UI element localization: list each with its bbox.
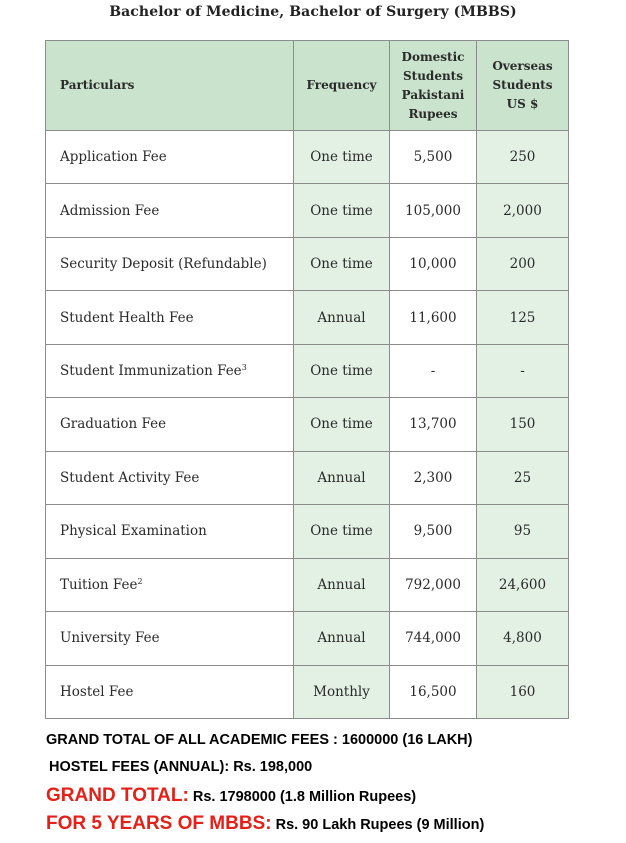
fee-name <box>46 131 294 184</box>
fee-domestic <box>390 558 477 611</box>
fee-domestic <box>390 398 477 451</box>
fee-domestic <box>390 665 477 718</box>
fee-overseas <box>477 131 569 184</box>
fee-name <box>46 344 294 397</box>
fee-frequency-text: One time <box>310 523 373 540</box>
fee-frequency <box>294 237 390 290</box>
fee-frequency <box>294 398 390 451</box>
fee-frequency-text: One time <box>310 149 373 166</box>
table-row <box>46 665 569 718</box>
table-row <box>46 291 569 344</box>
fee-frequency-text: One time <box>310 202 373 219</box>
fee-name-text: Application Fee <box>60 149 167 166</box>
five-year-value: Rs. 90 Lakh Rupees (9 Million) <box>271 817 485 833</box>
fee-domestic <box>390 451 477 504</box>
fee-name-text: Student Activity Fee <box>60 469 200 486</box>
fee-name <box>46 184 294 237</box>
header-line: Overseas <box>492 59 553 73</box>
fee-overseas <box>477 398 569 451</box>
header-line: Students <box>492 78 553 92</box>
fee-overseas <box>477 237 569 290</box>
table-row <box>46 131 569 184</box>
fee-domestic-text: - <box>430 363 436 380</box>
fee-overseas <box>477 291 569 344</box>
fee-domestic-text: 5,500 <box>413 149 453 166</box>
footnote-marker: 2 <box>137 576 143 586</box>
fee-name-text: Student Immunization Fee <box>60 363 242 380</box>
header-frequency: Frequency <box>294 41 390 131</box>
fee-name-text: Graduation Fee <box>60 416 167 433</box>
fee-name-text: Physical Examination <box>60 523 207 540</box>
fee-frequency-text: Monthly <box>313 683 370 700</box>
fee-name-text: Security Deposit (Refundable) <box>60 256 267 273</box>
fee-frequency <box>294 505 390 558</box>
fee-name <box>46 612 294 665</box>
fee-frequency-text: One time <box>310 416 373 433</box>
fee-frequency <box>294 184 390 237</box>
fee-frequency-text: Annual <box>317 630 366 647</box>
fee-overseas <box>477 558 569 611</box>
fee-frequency <box>294 612 390 665</box>
fee-domestic-text: 105,000 <box>405 202 461 219</box>
footnote-marker: 3 <box>241 363 247 373</box>
fee-overseas <box>477 612 569 665</box>
grand-total-label: GRAND TOTAL: <box>46 785 189 806</box>
fee-frequency-text: One time <box>310 363 373 380</box>
fee-domestic <box>390 131 477 184</box>
fee-frequency <box>294 558 390 611</box>
header-domestic <box>390 41 477 131</box>
five-year-total <box>46 813 484 835</box>
fee-name <box>46 558 294 611</box>
table-header-row <box>46 41 569 131</box>
fee-domestic-text: 13,700 <box>409 416 457 433</box>
academic-fees-total: GRAND TOTAL OF ALL ACADEMIC FEES : 1600000 (16 LAKH) <box>46 732 473 748</box>
fee-frequency <box>294 291 390 344</box>
fee-overseas <box>477 344 569 397</box>
fee-name-text: Admission Fee <box>60 202 160 219</box>
fee-name-text: University Fee <box>60 630 160 647</box>
fee-name-text: Student Health Fee <box>60 309 194 326</box>
fee-name <box>46 505 294 558</box>
header-line: Rupees <box>408 106 458 121</box>
fee-overseas <box>477 451 569 504</box>
fee-overseas-text: 2,000 <box>503 202 542 219</box>
grand-total-value: Rs. 1798000 (1.8 Million Rupees) <box>188 789 417 805</box>
fee-overseas-text: 24,600 <box>498 576 547 593</box>
fee-overseas-text: 25 <box>513 469 532 486</box>
table-row <box>46 505 569 558</box>
fee-domestic-text: 9,500 <box>413 523 453 540</box>
fee-overseas-text: - <box>520 363 525 380</box>
fee-overseas <box>477 505 569 558</box>
fee-domestic-text: 10,000 <box>409 256 457 273</box>
five-year-label: FOR 5 YEARS OF MBBS: <box>46 813 272 834</box>
fee-name <box>46 291 294 344</box>
header-line: Pakistani <box>401 87 465 102</box>
fee-overseas-text: 4,800 <box>503 630 542 647</box>
table-row <box>46 184 569 237</box>
page-title: Bachelor of Medicine, Bachelor of Surgery (MBBS) <box>109 4 517 20</box>
fee-domestic <box>390 505 477 558</box>
fee-overseas <box>477 184 569 237</box>
fee-domestic-text: 11,600 <box>409 309 457 326</box>
fee-name <box>46 451 294 504</box>
fee-domestic <box>390 184 477 237</box>
fee-domestic <box>390 344 477 397</box>
fee-overseas-text: 95 <box>513 523 532 540</box>
fee-overseas-text: 160 <box>509 683 536 700</box>
fee-domestic-text: 792,000 <box>405 576 461 593</box>
fee-domestic-text: 2,300 <box>413 469 453 486</box>
fee-overseas-text: 125 <box>509 309 536 326</box>
fee-domestic <box>390 612 477 665</box>
table-row <box>46 558 569 611</box>
fee-name <box>46 665 294 718</box>
table-row <box>46 451 569 504</box>
fee-domestic-text: 16,500 <box>409 683 457 700</box>
fee-domestic <box>390 291 477 344</box>
fee-overseas <box>477 665 569 718</box>
header-overseas <box>477 41 569 131</box>
fee-frequency <box>294 451 390 504</box>
fee-overseas-text: 200 <box>509 256 536 273</box>
fee-frequency <box>294 344 390 397</box>
fee-overseas-text: 250 <box>509 149 536 166</box>
fee-frequency <box>294 131 390 184</box>
fee-table <box>45 40 569 719</box>
table-row <box>46 398 569 451</box>
table-row <box>46 344 569 397</box>
grand-total <box>46 785 416 807</box>
fee-frequency-text: Annual <box>317 576 366 593</box>
fee-frequency-text: Annual <box>317 469 366 486</box>
fee-overseas-text: 150 <box>509 416 536 433</box>
fee-domestic <box>390 237 477 290</box>
header-line: Domestic <box>401 49 465 64</box>
fee-frequency-text: One time <box>310 256 373 273</box>
fee-domestic-text: 744,000 <box>405 630 461 647</box>
fee-name <box>46 398 294 451</box>
fee-name-text: Tuition Fee <box>60 576 138 593</box>
fee-frequency <box>294 665 390 718</box>
header-particulars: Particulars <box>46 41 294 131</box>
table-row <box>46 237 569 290</box>
hostel-fees-annual: HOSTEL FEES (ANNUAL): Rs. 198,000 <box>49 759 313 775</box>
header-line: US $ <box>506 97 539 111</box>
fee-name-text: Hostel Fee <box>60 683 134 700</box>
header-line: Students <box>403 68 463 83</box>
fee-frequency-text: Annual <box>317 309 366 326</box>
table-row <box>46 612 569 665</box>
fee-name <box>46 237 294 290</box>
